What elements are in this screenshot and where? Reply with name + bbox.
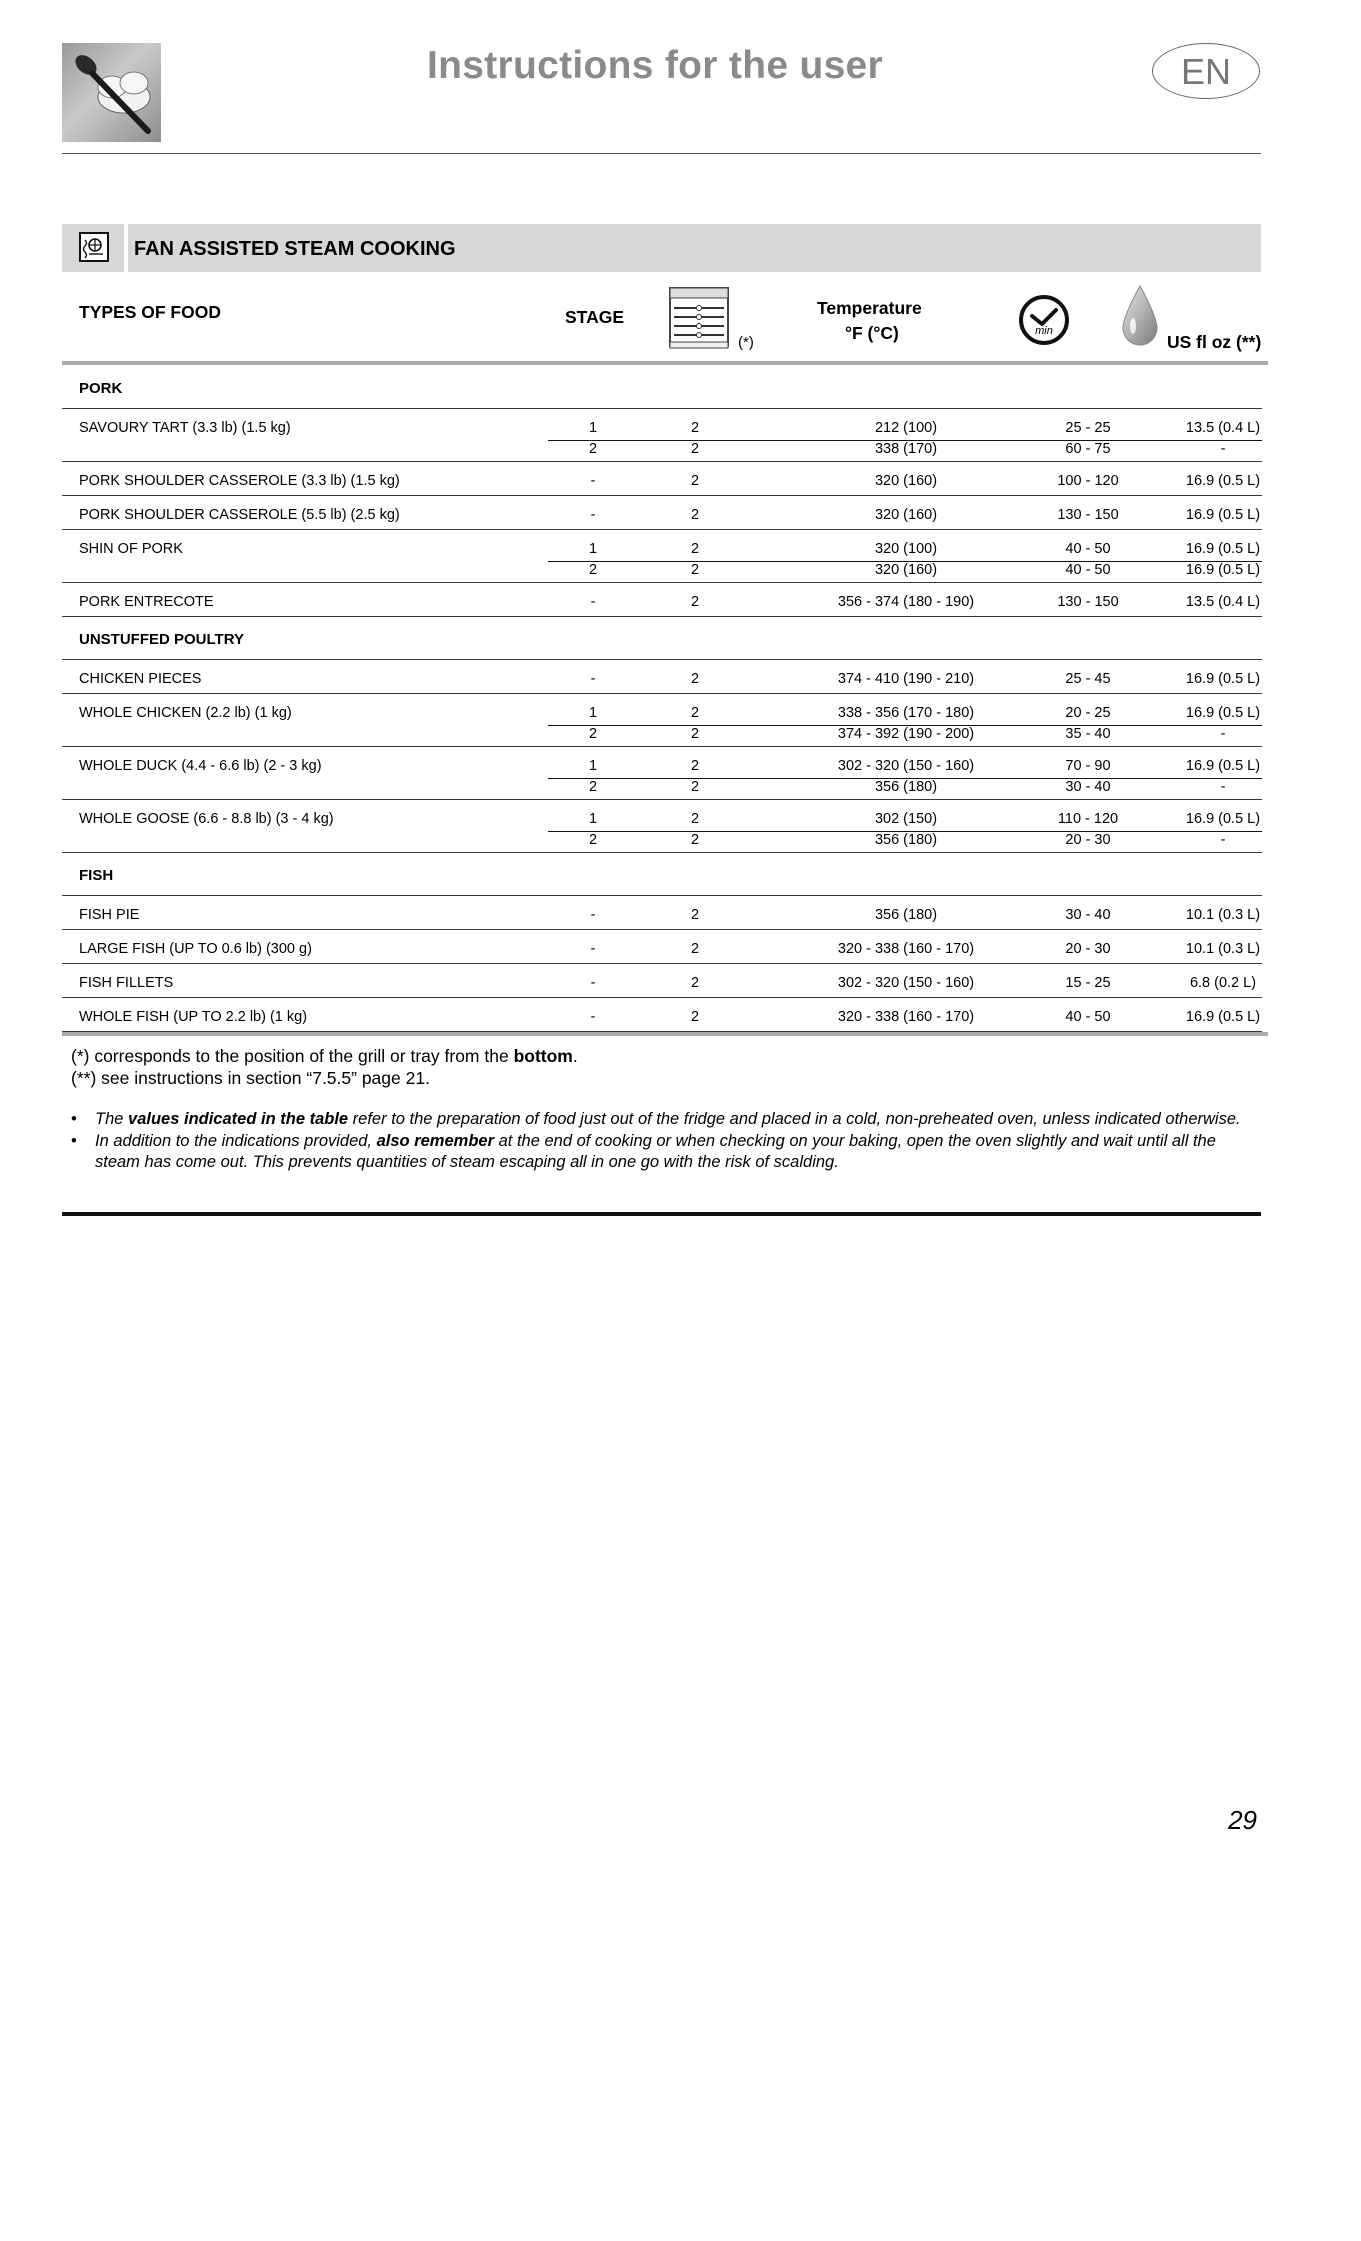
food-name: PORK ENTRECOTE	[79, 594, 214, 610]
stage-cell: -	[590, 671, 596, 687]
water-cell: 13.5 (0.4 L)	[1185, 420, 1261, 436]
temperature-cell: 320 (160)	[874, 562, 938, 578]
bullet-text: The	[95, 1110, 129, 1128]
footer-divider	[62, 1212, 1261, 1216]
water-cell: 16.9 (0.5 L)	[1185, 811, 1261, 827]
stage-cell: -	[590, 473, 596, 489]
time-cell: 35 - 40	[1065, 726, 1111, 742]
stage-cell: 1	[588, 541, 598, 557]
section-title: FAN ASSISTED STEAM COOKING	[134, 238, 456, 260]
water-cell: 10.1 (0.3 L)	[1185, 941, 1261, 957]
stage-cell: -	[590, 975, 596, 991]
shelf-cell: 2	[690, 779, 700, 795]
section-header	[128, 224, 1261, 272]
table-subrow	[548, 832, 1262, 852]
table-subrow	[548, 594, 1262, 614]
water-drop-icon	[1120, 284, 1160, 350]
table-row	[62, 800, 1262, 853]
water-cell: 10.1 (0.3 L)	[1185, 907, 1261, 923]
shelf-cell: 2	[690, 441, 700, 457]
shelf-cell: 2	[690, 594, 700, 610]
shelf-cell: 2	[690, 975, 700, 991]
table-row	[62, 964, 1262, 998]
clock-icon	[1018, 294, 1070, 346]
temperature-cell: 338 - 356 (170 - 180)	[837, 705, 975, 721]
temperature-cell: 320 - 338 (160 - 170)	[837, 941, 975, 957]
category-label: FISH	[79, 867, 114, 884]
stage-cell: 2	[588, 726, 598, 742]
time-cell: 40 - 50	[1065, 1009, 1111, 1025]
table-bottom-rule	[62, 1032, 1268, 1036]
notes-list	[71, 1109, 1261, 1174]
time-cell: 130 - 150	[1057, 507, 1119, 523]
bullet-bold: also remember	[376, 1132, 495, 1150]
time-cell: 15 - 25	[1065, 975, 1111, 991]
food-name: PORK SHOULDER CASSEROLE (3.3 lb) (1.5 kg)	[79, 473, 400, 489]
food-name: SAVOURY TART (3.3 lb) (1.5 kg)	[79, 420, 291, 436]
water-cell: 13.5 (0.4 L)	[1185, 594, 1261, 610]
temperature-cell: 212 (100)	[874, 420, 938, 436]
table-subrow	[548, 473, 1262, 493]
cooking-table	[62, 366, 1262, 1036]
table-row	[62, 496, 1262, 530]
time-cell: 25 - 25	[1065, 420, 1111, 436]
food-name: CHICKEN PIECES	[79, 671, 202, 687]
shelf-cell: 2	[690, 420, 700, 436]
temperature-cell: 374 - 392 (190 - 200)	[837, 726, 975, 742]
page-title: Instructions for the user	[426, 44, 884, 87]
table-subrow	[548, 941, 1262, 961]
water-cell: -	[1220, 779, 1226, 795]
temperature-cell: 338 (170)	[874, 441, 938, 457]
water-cell: 16.9 (0.5 L)	[1185, 671, 1261, 687]
stage-cell: -	[590, 941, 596, 957]
steam-fan-icon-box	[62, 224, 124, 272]
time-cell: 100 - 120	[1057, 473, 1119, 489]
time-cell: 30 - 40	[1065, 779, 1111, 795]
food-name: LARGE FISH (UP TO 0.6 lb) (300 g)	[79, 941, 312, 957]
water-cell: 16.9 (0.5 L)	[1185, 541, 1261, 557]
table-row	[62, 530, 1262, 583]
water-header: US fl oz (**)	[1167, 332, 1262, 352]
bullet-dot: •	[71, 1110, 77, 1128]
food-name: FISH PIE	[79, 907, 140, 923]
shelf-cell: 2	[690, 758, 700, 774]
shelf-cell: 2	[690, 562, 700, 578]
shelf-position-icon	[668, 286, 730, 350]
temperature-cell: 356 (180)	[874, 832, 938, 848]
water-cell: 16.9 (0.5 L)	[1185, 758, 1261, 774]
stage-cell: 1	[588, 811, 598, 827]
bullet-text: In addition to the indications provided,	[95, 1132, 377, 1150]
table-row	[62, 694, 1262, 747]
food-name: WHOLE FISH (UP TO 2.2 lb) (1 kg)	[79, 1009, 308, 1025]
shelf-cell: 2	[690, 1009, 700, 1025]
temperature-cell: 374 - 410 (190 - 210)	[837, 671, 975, 687]
category-label: PORK	[79, 380, 123, 397]
table-row	[62, 409, 1262, 462]
food-name: WHOLE DUCK (4.4 - 6.6 lb) (2 - 3 kg)	[79, 758, 322, 774]
water-cell: -	[1220, 441, 1226, 457]
temperature-cell: 320 (100)	[874, 541, 938, 557]
water-cell: -	[1220, 726, 1226, 742]
time-cell: 70 - 90	[1065, 758, 1111, 774]
temperature-cell: 356 (180)	[874, 907, 938, 923]
table-subrow	[548, 705, 1262, 726]
table-subrow	[548, 779, 1262, 799]
table-subrow	[548, 1009, 1262, 1029]
shelf-cell: 2	[690, 705, 700, 721]
stage-cell: 2	[588, 562, 598, 578]
time-cell: 110 - 120	[1057, 811, 1119, 827]
category-label: UNSTUFFED POULTRY	[79, 631, 244, 648]
category-row	[62, 853, 1262, 896]
shelf-cell: 2	[690, 726, 700, 742]
shelf-cell: 2	[690, 473, 700, 489]
food-name: SHIN OF PORK	[79, 541, 183, 557]
bullet-text: refer to the preparation of food just out of the fridge and placed in a cold, non-preheated oven, unless indicated otherwise.	[348, 1110, 1241, 1128]
temperature-cell: 302 (150)	[874, 811, 938, 827]
shelf-cell: 2	[690, 507, 700, 523]
bullet-bold: values indicated in the table	[128, 1110, 349, 1128]
page-number: 29	[1228, 1805, 1257, 1835]
table-row	[62, 896, 1262, 930]
temperature-cell: 320 (160)	[874, 507, 938, 523]
footnote-shelf-end: .	[572, 1046, 578, 1066]
stage-cell: -	[590, 1009, 596, 1025]
food-name: WHOLE CHICKEN (2.2 lb) (1 kg)	[79, 705, 292, 721]
time-cell: 20 - 30	[1065, 941, 1111, 957]
table-subrow	[548, 541, 1262, 562]
table-subrow	[548, 507, 1262, 527]
table-row	[62, 660, 1262, 694]
steam-fan-icon	[79, 232, 109, 262]
stage-cell: -	[590, 907, 596, 923]
temperature-header: Temperature	[817, 298, 922, 318]
footnote-shelf-bold: bottom	[513, 1046, 573, 1066]
shelf-cell: 2	[690, 907, 700, 923]
stage-cell: 2	[588, 779, 598, 795]
stage-cell: -	[590, 507, 596, 523]
water-cell: 16.9 (0.5 L)	[1185, 473, 1261, 489]
water-cell: 16.9 (0.5 L)	[1185, 562, 1261, 578]
temperature-cell: 302 - 320 (150 - 160)	[837, 975, 975, 991]
shelf-cell: 2	[690, 811, 700, 827]
table-subrow	[548, 811, 1262, 832]
table-subrow	[548, 671, 1262, 691]
water-cell: 16.9 (0.5 L)	[1185, 507, 1261, 523]
types-of-food-header: TYPES OF FOOD	[79, 302, 221, 322]
category-row	[62, 617, 1262, 660]
water-cell: 6.8 (0.2 L)	[1189, 975, 1257, 991]
table-row	[62, 747, 1262, 800]
water-cell: -	[1220, 832, 1226, 848]
temperature-cell: 356 (180)	[874, 779, 938, 795]
stage-cell: 2	[588, 441, 598, 457]
table-subrow	[548, 907, 1262, 927]
time-cell: 25 - 45	[1065, 671, 1111, 687]
stage-cell: 2	[588, 832, 598, 848]
time-cell: 40 - 50	[1065, 562, 1111, 578]
temperature-cell: 356 - 374 (180 - 190)	[837, 594, 975, 610]
table-subrow	[548, 441, 1262, 461]
table-row	[62, 930, 1262, 964]
shelf-cell: 2	[690, 941, 700, 957]
stage-header: STAGE	[565, 307, 624, 327]
table-row	[62, 998, 1262, 1032]
header-rule	[62, 361, 1268, 365]
stage-cell: 1	[588, 758, 598, 774]
table-subrow	[548, 758, 1262, 779]
stage-cell: 1	[588, 705, 598, 721]
temperature-cell: 320 - 338 (160 - 170)	[837, 1009, 975, 1025]
bullet-dot: •	[71, 1132, 77, 1150]
time-cell: 60 - 75	[1065, 441, 1111, 457]
table-subrow	[548, 726, 1262, 746]
category-row	[62, 366, 1262, 409]
footnote-shelf	[71, 1046, 578, 1067]
temperature-cell: 320 (160)	[874, 473, 938, 489]
time-cell: 130 - 150	[1057, 594, 1119, 610]
header-divider	[62, 153, 1261, 154]
stage-cell: 1	[588, 420, 598, 436]
table-row	[62, 583, 1262, 617]
time-cell: 20 - 25	[1065, 705, 1111, 721]
clock-icon-label: min	[1035, 325, 1053, 337]
note-bullet	[71, 1109, 1261, 1130]
shelf-note-marker: (*)	[738, 334, 754, 351]
food-name: FISH FILLETS	[79, 975, 174, 991]
shelf-cell: 2	[690, 832, 700, 848]
bullet-text: at the end of cooking or when checking on your baking, open the oven slightly and wait until all the steam has come out. This prevents quantities of steam escaping all in one go with the risk of scalding.	[95, 1132, 1216, 1171]
food-name: PORK SHOULDER CASSEROLE (5.5 lb) (2.5 kg)	[79, 507, 400, 523]
temperature-cell: 302 - 320 (150 - 160)	[837, 758, 975, 774]
time-cell: 30 - 40	[1065, 907, 1111, 923]
time-cell: 20 - 30	[1065, 832, 1111, 848]
stage-cell: -	[590, 594, 596, 610]
language-badge: EN	[1152, 43, 1260, 99]
table-subrow	[548, 975, 1262, 995]
shelf-cell: 2	[690, 671, 700, 687]
table-subrow	[548, 562, 1262, 582]
note-bullet	[71, 1131, 1261, 1173]
footnote-water: (**) see instructions in section “7.5.5” page 21.	[71, 1068, 430, 1088]
time-cell: 40 - 50	[1065, 541, 1111, 557]
footnote-shelf-text: (*) corresponds to the position of the grill or tray from the	[71, 1046, 514, 1066]
table-row	[62, 462, 1262, 496]
water-cell: 16.9 (0.5 L)	[1185, 1009, 1261, 1025]
shelf-cell: 2	[690, 541, 700, 557]
temperature-unit: °F (°C)	[845, 323, 899, 343]
table-subrow	[548, 420, 1262, 441]
water-cell: 16.9 (0.5 L)	[1185, 705, 1261, 721]
food-name: WHOLE GOOSE (6.6 - 8.8 lb) (3 - 4 kg)	[79, 811, 334, 827]
